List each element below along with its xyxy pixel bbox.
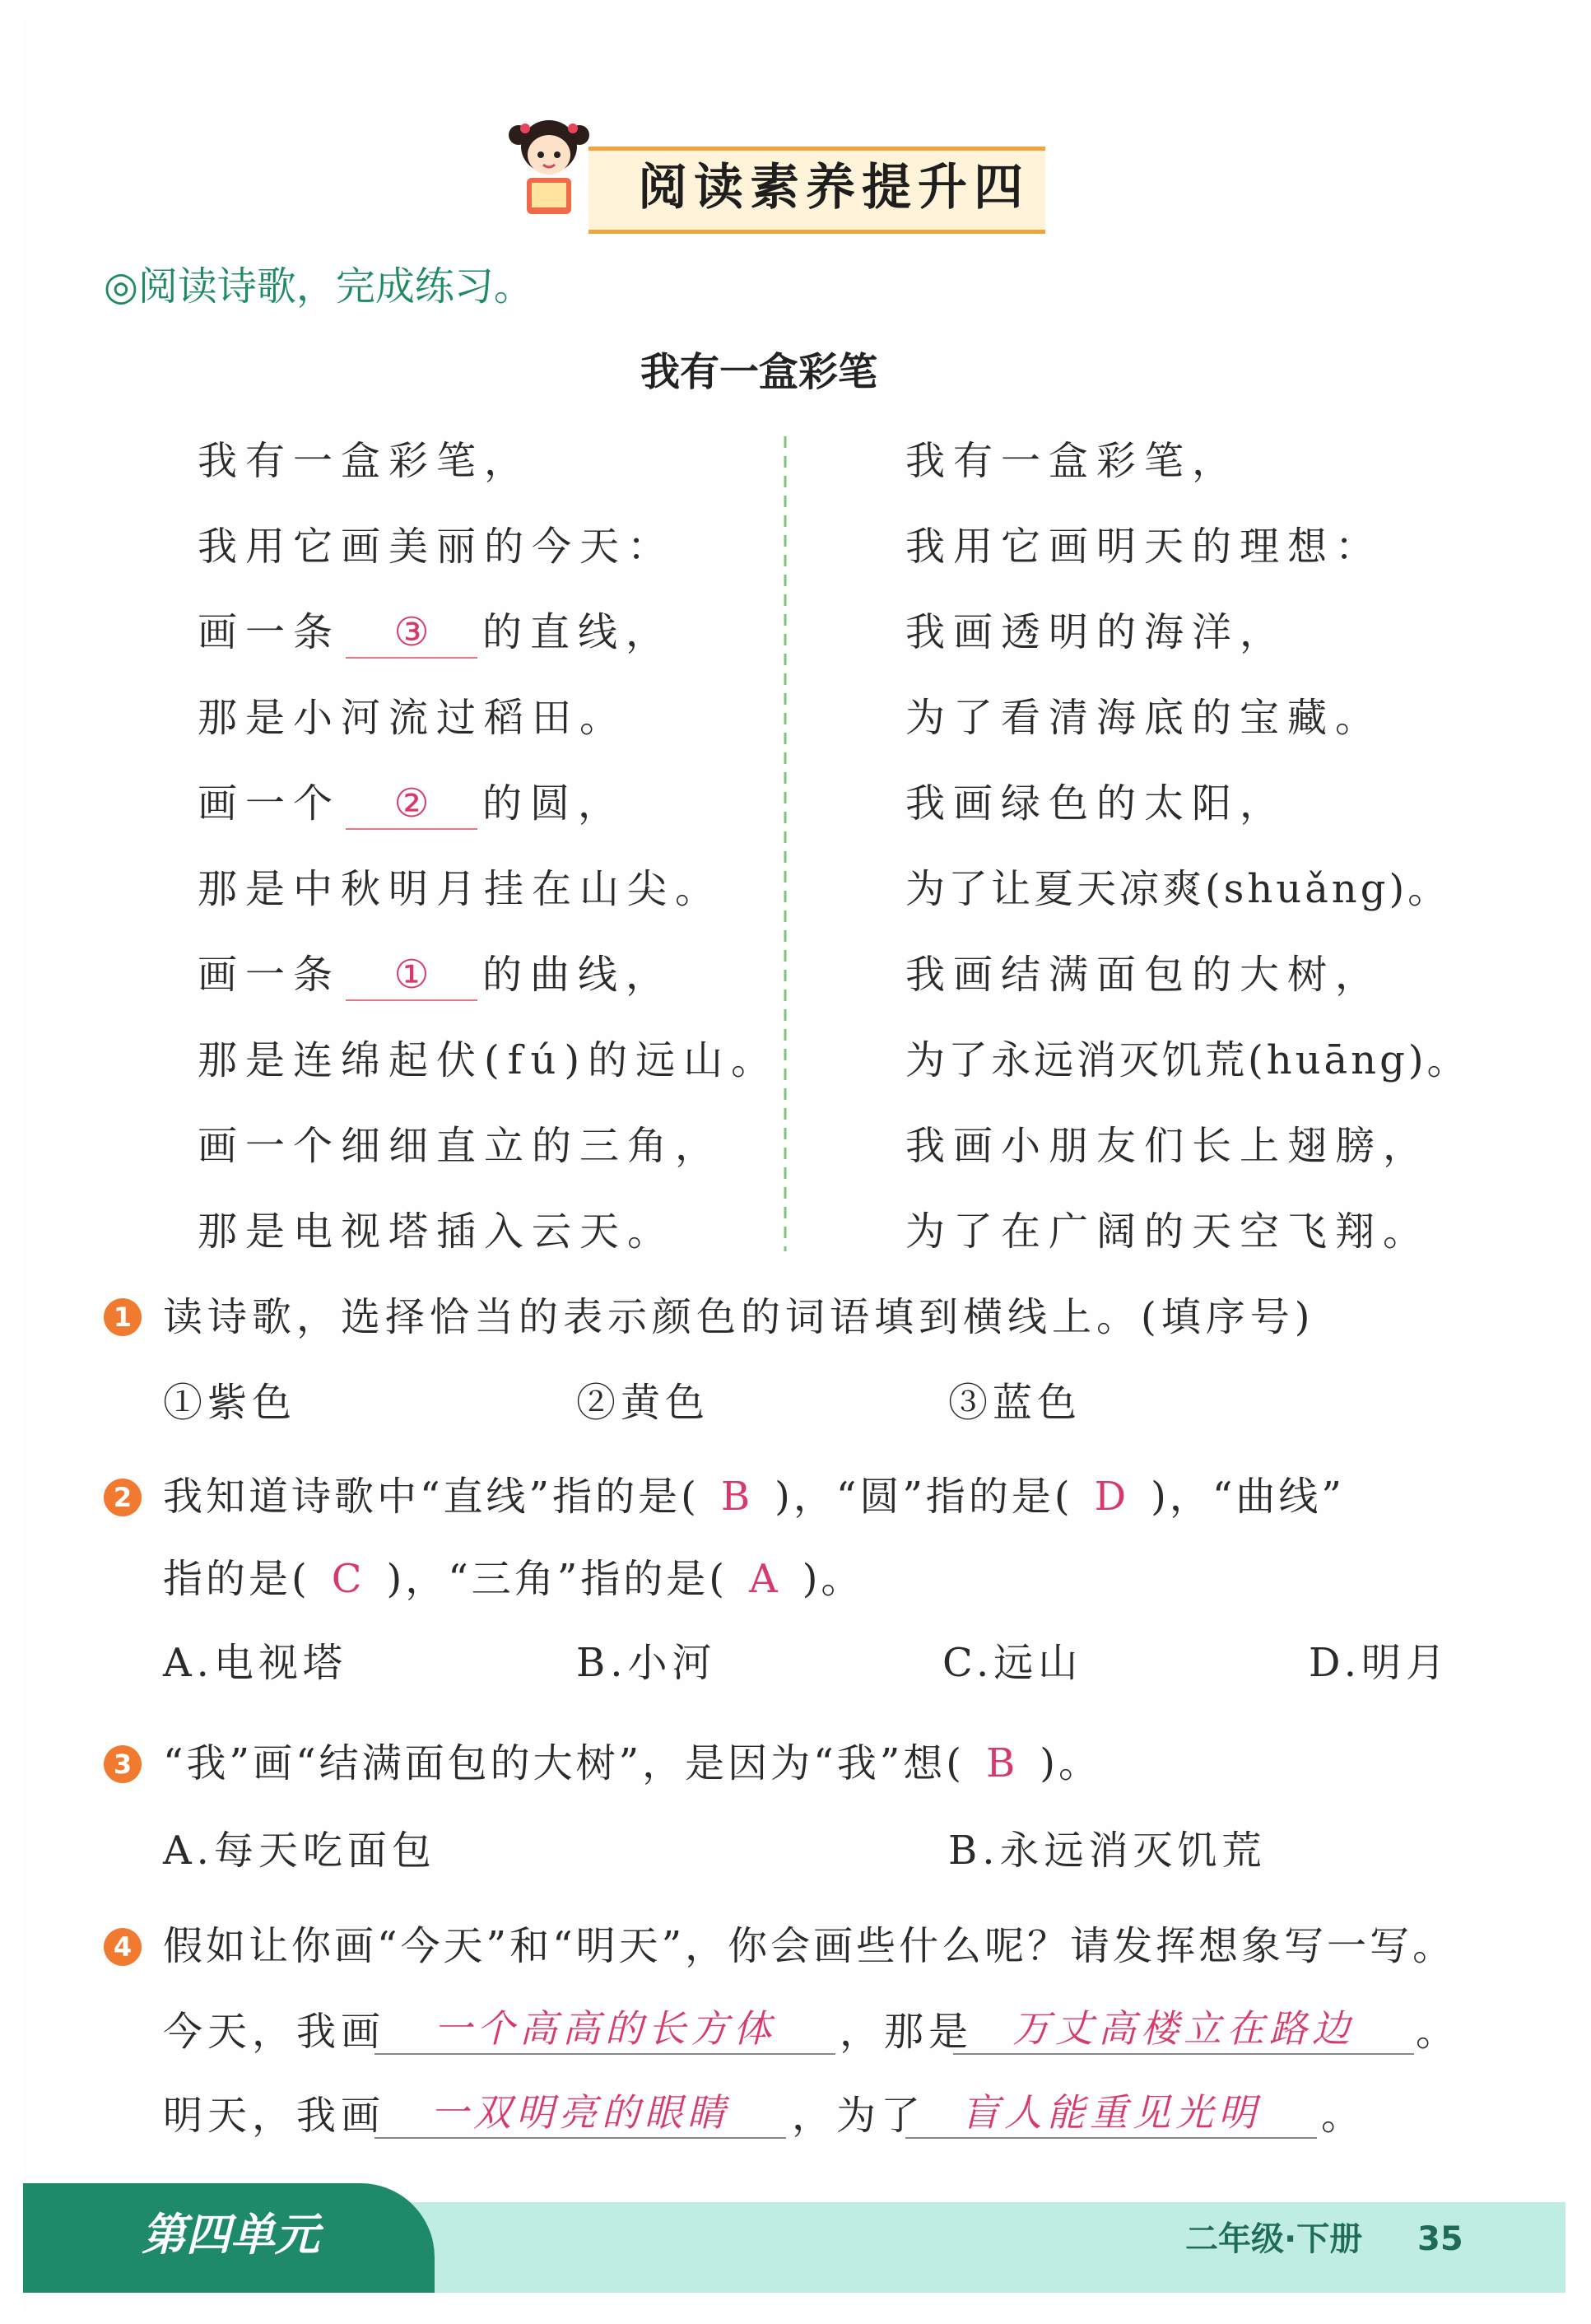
q2-answer[interactable]: A	[749, 1556, 781, 1602]
today-answer-field[interactable]: 一个高高的长方体	[374, 2004, 835, 2055]
poem-left-line: 那是中秋明月挂在山尖。	[198, 866, 723, 912]
q2-answer[interactable]: C	[331, 1556, 365, 1602]
poem-left-line: 那是小河流过稻田。	[198, 695, 628, 741]
tomorrow-end: 。	[1321, 2093, 1366, 2139]
today-mid-text: ，那是	[840, 2009, 974, 2055]
today-answer2-field[interactable]: 万丈高楼立在路边	[953, 2004, 1414, 2055]
poem-left-line: 画一个细细直立的三角，	[198, 1123, 723, 1169]
question-number-badge: 2	[104, 1479, 142, 1516]
page-number: 35	[1417, 2220, 1463, 2258]
q3-answer[interactable]: B	[985, 1740, 1019, 1786]
q1-option: ①紫色	[163, 1380, 297, 1426]
grade-label: 二年级·下册	[1185, 2220, 1363, 2258]
today-end: 。	[1416, 2009, 1461, 2055]
question-number-badge: 1	[104, 1298, 142, 1336]
question-2-line-1: 我知道诗歌中“直线”指的是( B )，“圆”指的是( D )，“曲线”	[163, 1474, 1345, 1520]
unit-label: 第四单元	[142, 2209, 319, 2261]
q2-option: A.电视塔	[163, 1640, 347, 1686]
tomorrow-mid-text: ，为了	[792, 2093, 926, 2139]
q3-option: B.永远消灭饥荒	[948, 1828, 1267, 1874]
column-divider	[782, 436, 789, 1251]
q2-option: D.明月	[1309, 1640, 1451, 1686]
q2-answer[interactable]: D	[1094, 1474, 1130, 1520]
q1-option: ③蓝色	[948, 1380, 1082, 1426]
poem-left-line: 画一条 ① 的曲线，	[198, 950, 673, 1001]
poem-right-line: 为了看清海底的宝藏。	[905, 695, 1384, 741]
poem-right-line: 为了在广阔的天空飞翔。	[905, 1209, 1431, 1255]
question-number-badge: 3	[104, 1745, 142, 1783]
poem-left-line: 我有一盒彩笔，	[198, 438, 533, 484]
instruction: ◎阅读诗歌，完成练习。	[104, 263, 533, 310]
poem-left-line: 画一个 ② 的圆，	[198, 779, 626, 830]
q2-option: B.小河	[576, 1640, 717, 1686]
poem-right-line: 我画绿色的太阳，	[905, 780, 1288, 827]
q2-option: C.远山	[942, 1640, 1083, 1686]
question-1-text: 读诗歌，选择恰当的表示颜色的词语填到横线上。(填序号)	[163, 1294, 1315, 1340]
question-2-line-2: 指的是( C )，“三角”指的是( A )。	[163, 1556, 864, 1602]
reading-girl-icon	[504, 114, 594, 221]
poem-right-line: 我用它画明天的理想：	[905, 524, 1384, 570]
poem-right-line: 我画结满面包的大树，	[905, 952, 1384, 998]
poem-left-line: 画一条 ③ 的直线，	[198, 608, 673, 659]
poem-right-line: 我有一盒彩笔，	[905, 438, 1240, 484]
poem-left-line: 那是电视塔插入云天。	[198, 1209, 676, 1255]
question-3-text: “我”画“结满面包的大树”，是因为“我”想( B )。	[163, 1740, 1101, 1786]
question-number-badge: 4	[104, 1928, 142, 1966]
poem-right-line: 为了永远消灭饥荒(huāng)。	[905, 1037, 1470, 1083]
tomorrow-answer-field[interactable]: 一双明亮的眼睛	[374, 2088, 786, 2139]
tomorrow-label: 明天，我画	[163, 2093, 386, 2139]
q2-answer[interactable]: B	[720, 1474, 754, 1520]
poem-left-line: 我用它画美丽的今天：	[198, 524, 676, 570]
answer-blank[interactable]: ③	[346, 608, 477, 659]
poem-title: 我有一盒彩笔	[640, 349, 878, 395]
answer-blank[interactable]: ②	[346, 779, 477, 830]
q3-option: A.每天吃面包	[163, 1828, 436, 1874]
poem-right-line: 我画透明的海洋，	[905, 609, 1288, 655]
question-4-text: 假如让你画“今天”和“明天”，你会画些什么呢？请发挥想象写一写。	[163, 1923, 1456, 1969]
poem-right-line: 我画小朋友们长上翅膀，	[905, 1123, 1431, 1169]
tomorrow-answer2-field[interactable]: 盲人能重见光明	[905, 2088, 1317, 2139]
page-title: 阅读素养提升四	[638, 159, 1030, 217]
poem-right-line: 为了让夏天凉爽(shuǎng)。	[905, 866, 1451, 912]
today-label: 今天，我画	[163, 2009, 386, 2055]
answer-blank[interactable]: ①	[346, 950, 477, 1001]
poem-left-line: 那是连绵起伏(fú)的远山。	[198, 1037, 779, 1083]
q1-option: ②黄色	[576, 1380, 710, 1426]
